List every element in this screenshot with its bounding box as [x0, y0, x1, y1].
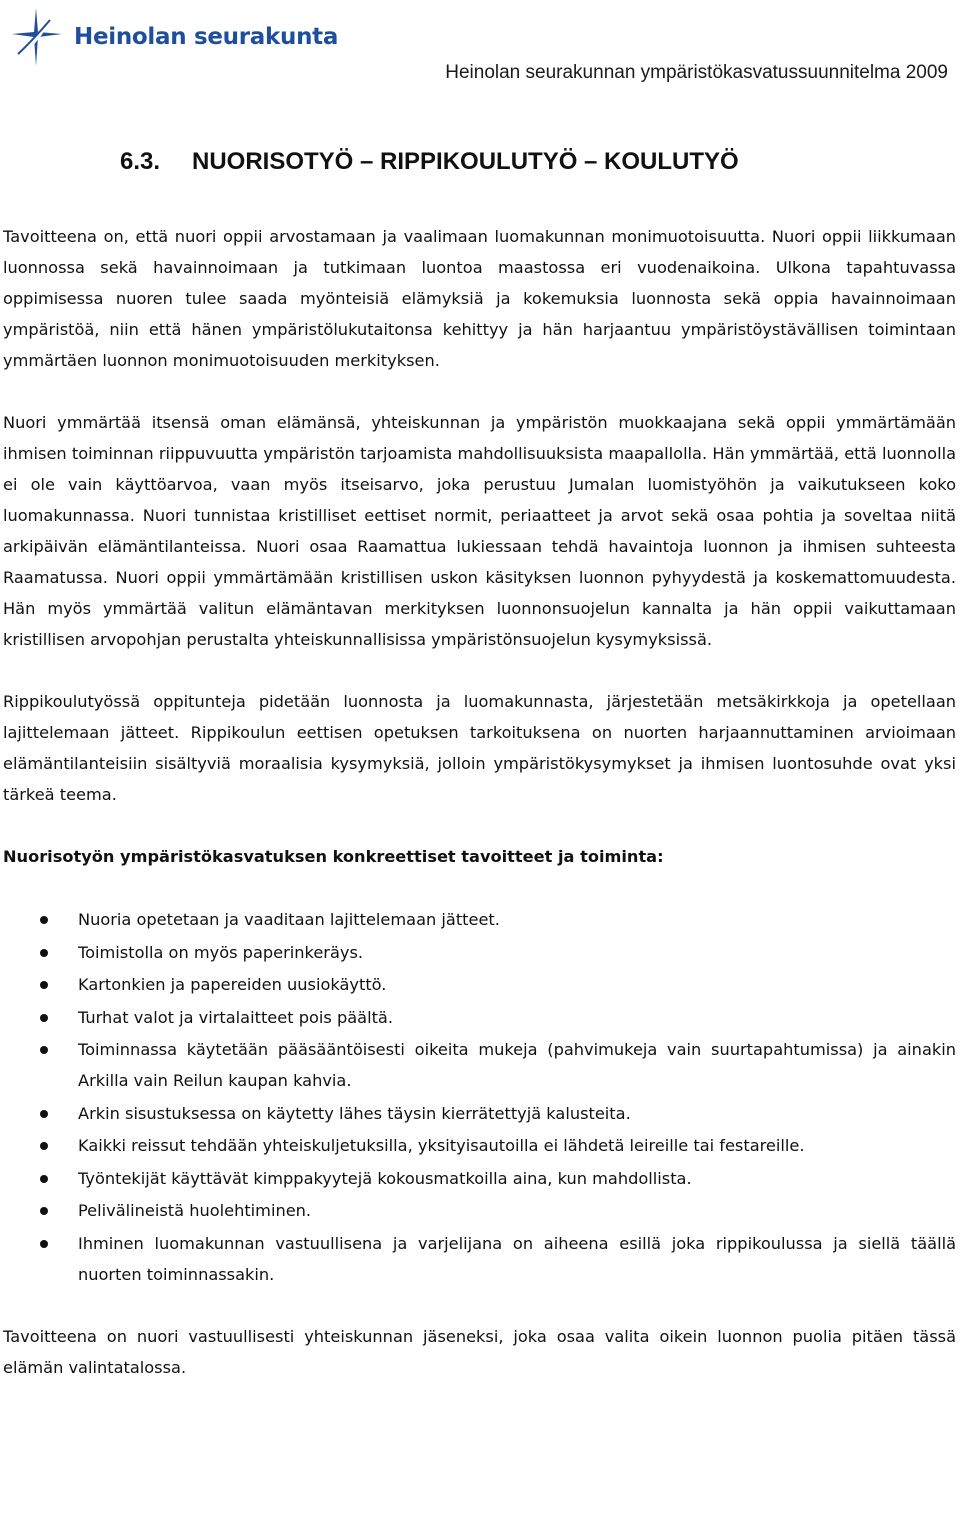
paragraph-confirmation-school: Rippikoulutyössä oppitunteja pidetään luonnosta ja luomakunnasta, järjestetään metsäkirkkoja ja opetellaan lajittelemaan jätteet. Rippikoulun eettisen opetuksen tarkoituksena on nuorten harjaannuttaminen arvioimaan elämäntilanteisiin sisältyviä moraalisia kysymyksiä, jolloin ympäristökysymykset ja ihmisen luontosuhde ovat yksi tärkeä teema. [3, 692, 956, 804]
section-title: NUORISOTYÖ – RIPPIKOULUTYÖ – KOULUTYÖ [192, 148, 739, 175]
paragraph-understanding: Nuori ymmärtää itsensä oman elämänsä, yhteiskunnan ja ympäristön muokkaajana sekä oppii ymmärtämään ihmisen toiminnan riippuvuutta ympäristön tarjoamista mahdollisuuksista maapallolla. Hän ymmärtää, että luonnolla ei ole vain käyttöarvoa, vaan myös itseisarvo, joka perustuu Jumalan luomistyöhön ja vaikutukseen koko luomakunnassa. Nuori tunnistaa kristilliset eettiset normit, periaatteet ja arvot sekä osaa pohtia ja soveltaa niitä arkipäivän elämäntilanteissa. Nuori osaa Raamattua lukiessaan tehdä havaintoja luonnon ja ihmisen suhteesta Raamatussa. Nuori oppii ymmärtämään kristillisen uskon käsityksen luonnon pyhyydestä ja koskemattomuudesta. Hän myös ymmärtää valitun elämäntavan merkityksen luonnonsuojelun kannalta ja hän oppii vaikuttamaan kristillisen arvopohjan perustalta yhteiskunnallisissa ympäristönsuojelun kysymyksissä. [3, 413, 956, 649]
document-body [3, 221, 956, 1383]
list-item: Kartonkien ja papereiden uusiokäyttö. [3, 969, 956, 1000]
list-item: Kaikki reissut tehdään yhteiskuljetuksilla, yksityisautoilla ei lähdetä leireille tai festareille. [3, 1130, 956, 1161]
list-item: Pelivälineistä huolehtiminen. [3, 1195, 956, 1226]
logo-text: Heinolan seurakunta [74, 24, 339, 50]
paragraph-goals: Tavoitteena on, että nuori oppii arvostamaan ja vaalimaan luomakunnan monimuotoisuutta. Nuori oppii liikkumaan luonnossa sekä havainnoimaan ja tutkimaan luontoa maastossa eri vuodenaikoina. Ulkona tapahtuvassa oppimisessa nuoren tulee saada myönteisiä elämyksiä ja kokemuksia luonnosta sekä oppia havainnoimaan ympäristöä, niin että hänen ympäristölukutaitonsa kehittyy ja hän harjaantuu ympäristöystävällisen toimintaan ymmärtäen luonnon monimuotoisuuden merkityksen. [3, 227, 956, 370]
list-item: Arkin sisustuksessa on käytetty lähes täysin kierrätettyjä kalusteita. [3, 1098, 956, 1129]
bullet-icon [40, 1142, 48, 1150]
list-item: Nuoria opetetaan ja vaaditaan lajittelemaan jätteet. [3, 904, 956, 935]
list-item: Työntekijät käyttävät kimppakyytejä kokousmatkoilla aina, kun mahdollista. [3, 1163, 956, 1194]
bullet-icon [40, 1175, 48, 1183]
section-heading [120, 148, 739, 176]
bullet-icon [40, 1046, 48, 1054]
paragraph-closing: Tavoitteena on nuori vastuullisesti yhteiskunnan jäseneksi, joka osaa valita oikein luonnon puolia pitäen tässä elämän valintatalossa. [3, 1326, 956, 1377]
section-number: 6.3. [120, 148, 161, 175]
bullet-icon [40, 1207, 48, 1215]
document-header-title: Heinolan seurakunnan ympäristökasvatussuunnitelma 2009 [445, 62, 948, 83]
bullet-icon [40, 916, 48, 924]
dove-cross-icon [8, 6, 64, 68]
organization-logo [8, 6, 338, 68]
goals-bullet-list [3, 904, 956, 1290]
bullet-icon [40, 949, 48, 957]
subheading-concrete-goals: Nuorisotyön ympäristökasvatuksen konkreettiset tavoitteet ja toiminta: [3, 847, 664, 866]
bullet-icon [40, 1240, 48, 1248]
list-item: Ihminen luomakunnan vastuullisena ja varjelijana on aiheena esillä joka rippikoulussa ja siellä täällä nuorten toiminnassakin. [3, 1228, 956, 1290]
bullet-icon [40, 1014, 48, 1022]
bullet-icon [40, 981, 48, 989]
list-item: Toimistolla on myös paperinkeräys. [3, 937, 956, 968]
list-item: Toiminnassa käytetään pääsääntöisesti oikeita mukeja (pahvimukeja vain suurtapahtumissa) ja ainakin Arkilla vain Reilun kaupan kahvia. [3, 1034, 956, 1096]
list-item: Turhat valot ja virtalaitteet pois päältä. [3, 1002, 956, 1033]
bullet-icon [40, 1110, 48, 1118]
